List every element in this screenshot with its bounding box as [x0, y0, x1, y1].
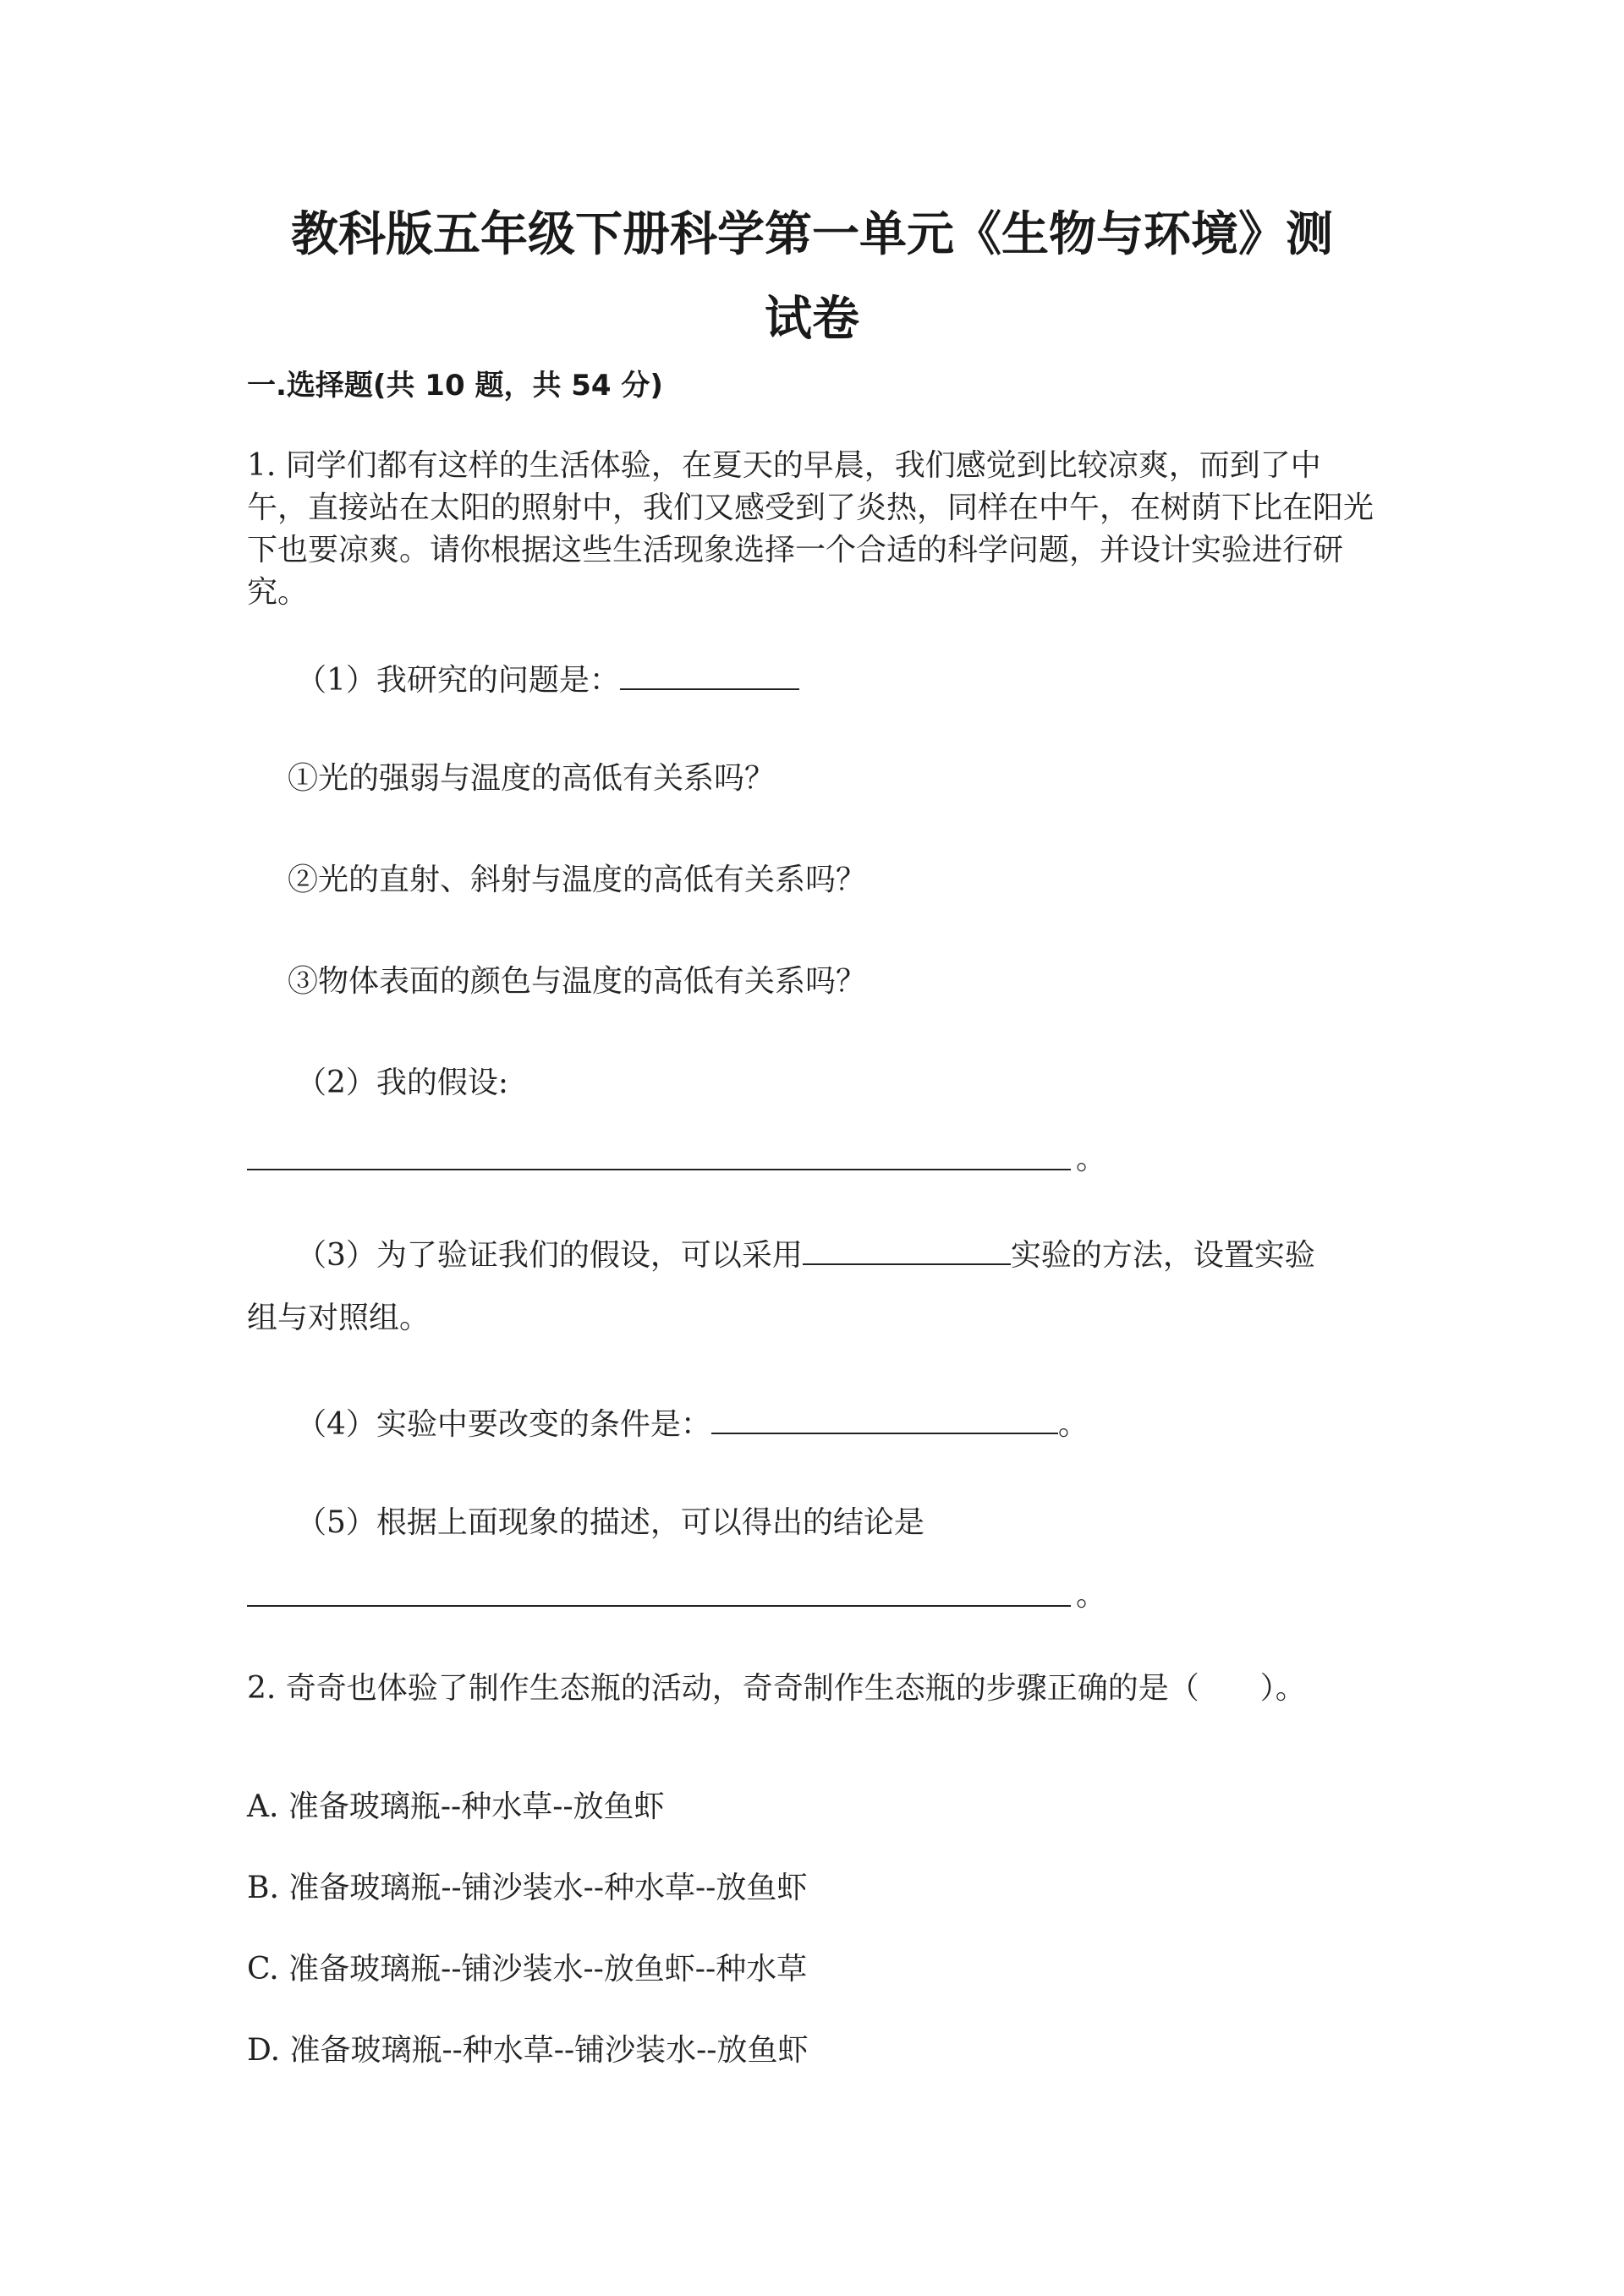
option-a[interactable]: A. 准备玻璃瓶--种水草--放鱼虾: [247, 1789, 665, 1824]
choice-3: ③物体表面的颜色与温度的高低有关系吗？: [288, 964, 867, 999]
part-3-line-2: 组与对照组。: [247, 1301, 431, 1335]
answer-blank-4[interactable]: [711, 1400, 1058, 1434]
question-1-part-2: （2）我的假设:: [296, 1066, 509, 1100]
section-heading: 一.选择题(共 10 题，共 54 分): [247, 369, 663, 403]
question-1-part-4: [296, 1400, 1089, 1446]
title-line-2: 试卷: [765, 292, 859, 347]
question-1-stem: 1. 同学们都有这样的生活体验，在夏天的早晨，我们感觉到比较凉爽，而到了中午，直接站在太阳的照射中，我们又感受到了炎热，同样在中午，在树荫下比在阳光下也要凉爽。请你根据这些生活现象选择一个合适的科学问题，并设计实验进行研究。: [247, 448, 1374, 610]
choice-1: ①光的强弱与温度的高低有关系吗？: [288, 761, 776, 796]
question-2-stem: 2. 奇奇也体验了制作生态瓶的活动，奇奇制作生态瓶的步骤正确的是（ ）。: [247, 1671, 1306, 1706]
question-1-part-1: [296, 656, 799, 702]
answer-blank-5[interactable]: [247, 1603, 1071, 1607]
part-2-period: 。: [1076, 1142, 1107, 1176]
exam-title: [254, 193, 1370, 362]
part-1-label: （1）我研究的问题是：: [296, 663, 620, 698]
choice-2: ②光的直射、斜射与温度的高低有关系吗？: [288, 863, 867, 897]
part-3-suffix: 实验的方法，设置实验: [1010, 1238, 1315, 1273]
option-b[interactable]: B. 准备玻璃瓶--铺沙装水--种水草--放鱼虾: [247, 1871, 808, 1905]
option-c[interactable]: C. 准备玻璃瓶--铺沙装水--放鱼虾--种水草: [247, 1952, 808, 1986]
answer-blank-2[interactable]: [247, 1167, 1071, 1170]
title-line-1: 教科版五年级下册科学第一单元《生物与环境》测: [291, 207, 1333, 262]
answer-blank-1[interactable]: [620, 656, 799, 690]
question-1-part-3: [296, 1231, 1315, 1277]
part-5-period: 。: [1076, 1578, 1107, 1613]
question-1-part-5: （5）根据上面现象的描述，可以得出的结论是: [296, 1505, 924, 1540]
part-4-period: 。: [1057, 1407, 1089, 1442]
part-4-label: （4）实验中要改变的条件是：: [296, 1407, 711, 1442]
part-3-prefix: （3）为了验证我们的假设，可以采用: [296, 1238, 803, 1273]
option-d[interactable]: D. 准备玻璃瓶--种水草--铺沙装水--放鱼虾: [247, 2033, 809, 2068]
answer-blank-3[interactable]: [803, 1231, 1011, 1265]
